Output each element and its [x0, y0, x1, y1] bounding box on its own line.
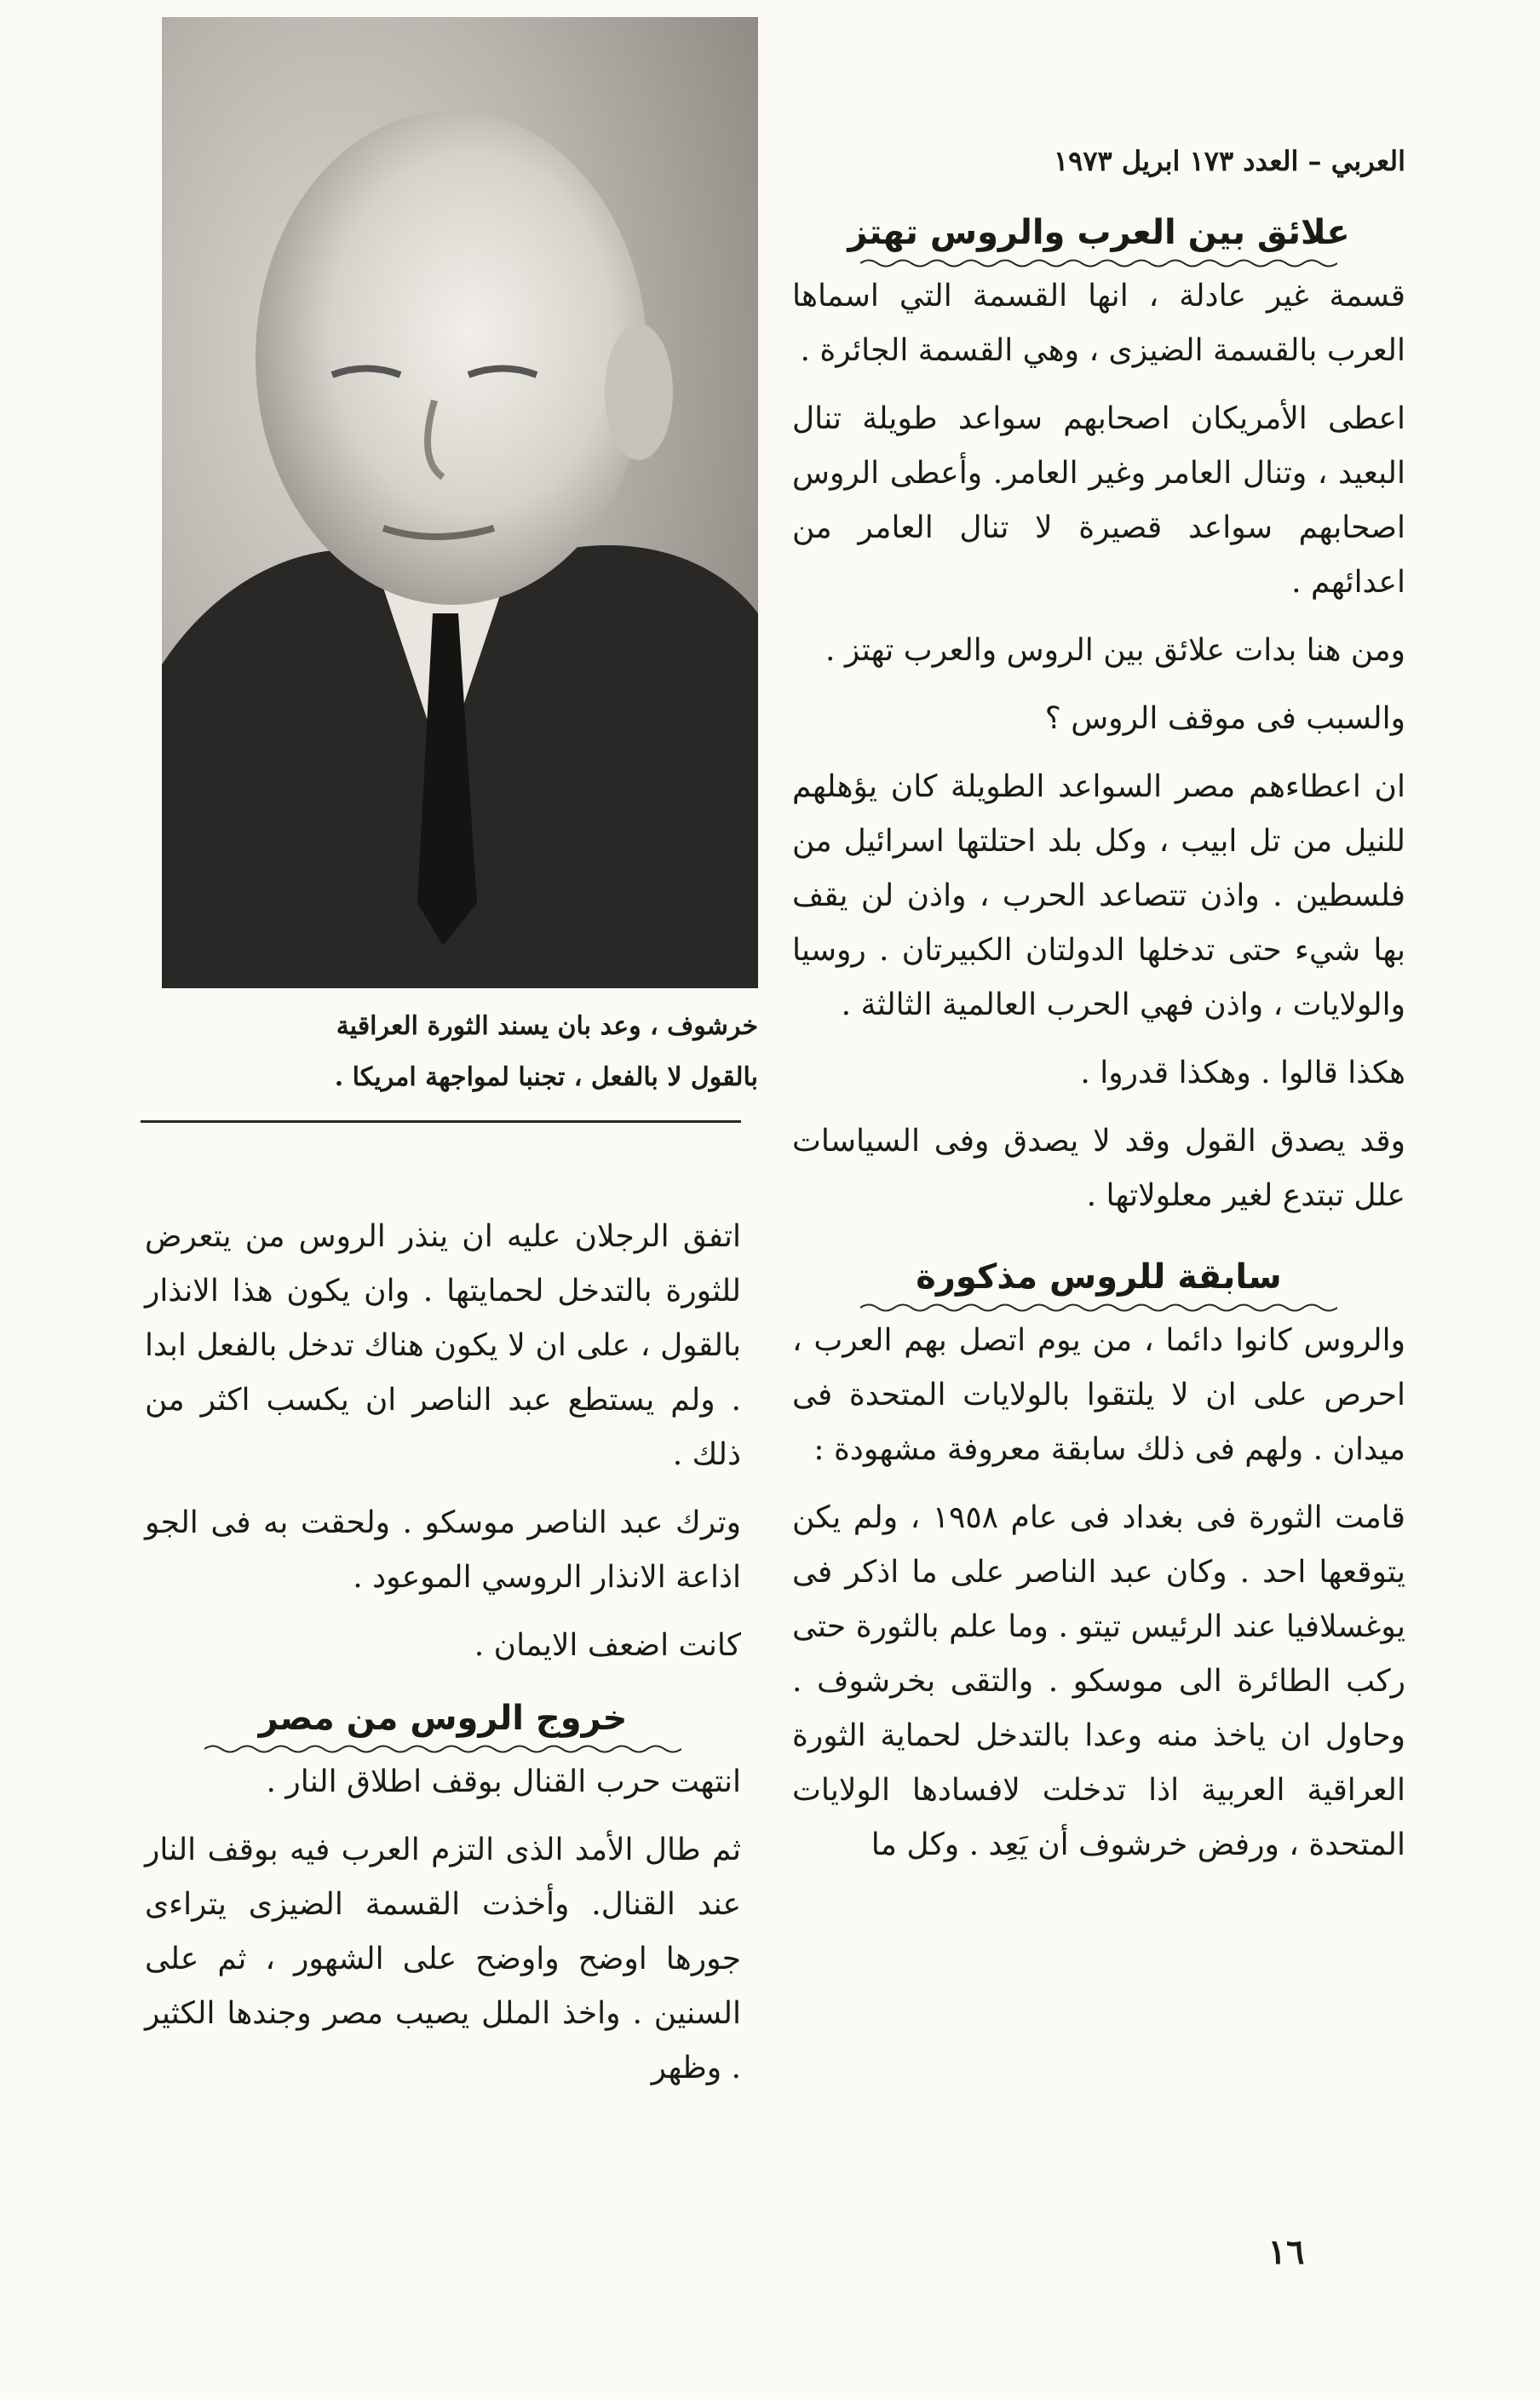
right-column-body: [792, 213, 1405, 1886]
wavy-underline: [860, 257, 1337, 269]
photo-caption: [128, 1001, 758, 1112]
left-paragraph-3: كانت اضعف الايمان .: [474, 1628, 741, 1663]
paragraph-5: ان اعطاءهم مصر السواعد الطويلة كان يؤهلهم للنيل من تل ابيب ، وكل بلد احتلتها اسرائيل من فلسطين . واذن تتصاعد الحرب ، واذن لن يقف بها شيء حتى تدخلها الدولتان الكبيرتان . روسيا والولايات ، واذن فهي الحرب العالمية الثالثة .: [792, 769, 1405, 1022]
left-paragraph-2: وترك عبد الناصر موسكو . ولحقت به فى الجو اذاعة الانذار الروسي الموعود .: [145, 1505, 741, 1595]
paragraph-3: ومن هنا بدات علائق بين الروس والعرب تهتز .: [825, 633, 1405, 668]
wavy-underline: [204, 1743, 681, 1755]
paragraph-2: اعطى الأمريكان اصحابهم سواعد طويلة تنال البعيد ، وتنال العامر وغير العامر. وأعطى الروس اصحابهم سواعد قصيرة لا تنال العامر من اعدائهم .: [792, 401, 1405, 600]
left-column: [145, 1210, 741, 2232]
section-title-1-text: علائق بين العرب والروس تهتز: [848, 213, 1350, 252]
wavy-underline: [860, 1302, 1337, 1314]
paragraph-7: وقد يصدق القول وقد لا يصدق وفى السياسات علل تبتدع لغير معلولاتها .: [792, 1124, 1405, 1213]
page-number: ١٦: [1267, 2232, 1305, 2272]
section-title-2: [792, 1257, 1405, 1314]
caption-divider: [141, 1120, 741, 1123]
caption-line-1: خرشوف ، وعد بان يسند الثورة العراقية: [336, 1011, 758, 1041]
section-title-1: [792, 213, 1405, 269]
section-title-3: [145, 1699, 741, 1755]
left-paragraph-5: ثم طال الأمد الذى التزم العرب فيه بوقف النار عند القنال. وأخذت القسمة الضيزى يتراءى جورها اوضح واوضح على الشهور ، ثم على السنين . واخذ الملل يصيب مصر وجندها الكثير . وظهر: [145, 1832, 741, 2085]
paragraph-4: والسبب فى موقف الروس ؟: [1044, 701, 1405, 736]
section-title-2-text: سابقة للروس مذكورة: [916, 1257, 1282, 1297]
khrushchev-photo: [162, 17, 758, 988]
paragraph-8: والروس كانوا دائما ، من يوم اتصل بهم العرب ، احرص على ان لا يلتقوا بالولايات المتحدة فى ميدان . ولهم فى ذلك سابقة معروفة مشهودة :: [792, 1323, 1405, 1467]
section-title-3-text: خروج الروس من مصر: [258, 1699, 628, 1738]
left-paragraph-4: انتهت حرب القنال بوقف اطلاق النار .: [266, 1764, 741, 1799]
issue-header: العربي – العدد ١٧٣ ابريل ١٩٧٣: [1053, 145, 1405, 177]
paragraph-6: هكذا قالوا . وهكذا قدروا .: [1080, 1056, 1405, 1090]
paragraph-1: قسمة غير عادلة ، انها القسمة التي اسماها العرب بالقسمة الضيزى ، وهي القسمة الجائرة .: [792, 279, 1405, 368]
left-paragraph-1: اتفق الرجلان عليه ان ينذر الروس من يتعرض للثورة بالتدخل لحمايتها . وان يكون هذا الانذار بالقول ، على ان لا يكون هناك تدخل بالفعل ابدا . ولم يستطع عبد الناصر ان يكسب اكثر من ذلك .: [145, 1219, 741, 1472]
caption-line-2: بالقول لا بالفعل ، تجنبا لمواجهة امريكا .: [334, 1062, 758, 1092]
portrait-illustration: [162, 17, 758, 988]
paragraph-9: قامت الثورة فى بغداد فى عام ١٩٥٨ ، ولم يكن يتوقعها احد . وكان عبد الناصر على ما اذكر فى يوغسلافيا عند الرئيس تيتو . وما علم بالثورة حتى ركب الطائرة الى موسكو . والتقى بخرشوف . وحاول ان ياخذ منه وعدا بالتدخل لحماية الثورة العراقية العربية اذا تدخلت لافسادها الولايات المتحدة ، ورفض خرشوف أن يَعِد . وكل ما: [792, 1500, 1406, 1862]
right-column: [792, 145, 1405, 2292]
